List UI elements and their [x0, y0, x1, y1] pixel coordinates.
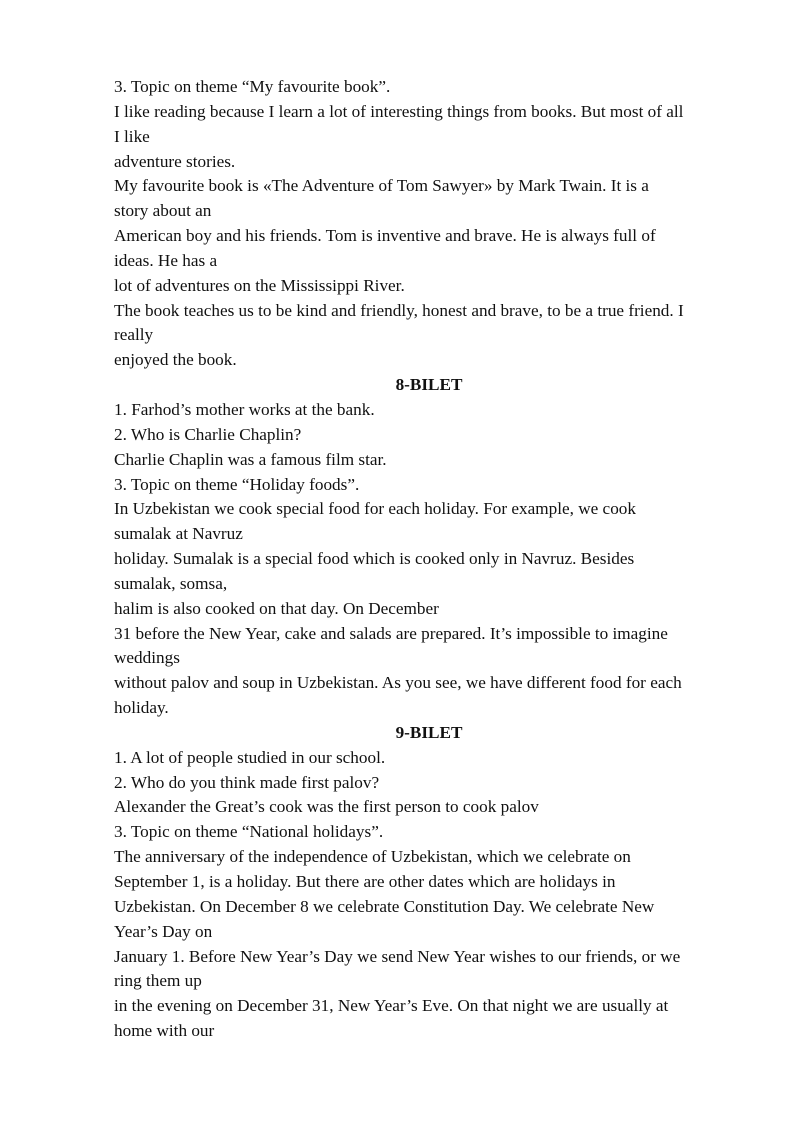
text-line: story about an: [114, 201, 212, 221]
text-line: sumalak at Navruz: [114, 524, 243, 544]
text-line: I like reading because I learn a lot of interesting things from books. But most of all: [114, 101, 684, 121]
text-line: ring them up: [114, 971, 202, 991]
text-line: American boy and his friends. Tom is inventive and brave. He is always full of: [114, 226, 656, 246]
text-line: Alexander the Great’s cook was the first person to cook palov: [114, 797, 539, 817]
text-line: weddings: [114, 648, 180, 668]
text-line: I like: [114, 126, 150, 146]
text-line: Year’s Day on: [114, 921, 213, 941]
text-line: In Uzbekistan we cook special food for each holiday. For example, we cook: [114, 499, 636, 519]
document-page: [114, 75, 744, 1044]
text-line: 2. Who is Charlie Chaplin?: [114, 424, 302, 444]
text-line: 1. Farhod’s mother works at the bank.: [114, 399, 375, 419]
text-line: halim is also cooked on that day. On December: [114, 598, 439, 618]
text-line: in the evening on December 31, New Year’s Eve. On that night we are usually at: [114, 996, 669, 1016]
text-line: ideas. He has a: [114, 250, 218, 270]
section-8-bilet: [114, 398, 744, 721]
text-line: The anniversary of the independence of Uzbekistan, which we celebrate on: [114, 847, 631, 867]
text-line: 3. Topic on theme “My favourite book”.: [114, 77, 391, 96]
text-line: enjoyed the book.: [114, 350, 237, 370]
text-line: The book teaches us to be kind and friendly, honest and brave, to be a true friend. I: [114, 300, 684, 320]
text-line: 3. Topic on theme “Holiday foods”.: [114, 474, 360, 494]
text-line: 31 before the New Year, cake and salads are prepared. It’s impossible to imagine: [114, 623, 668, 643]
text-line: Charlie Chaplin was a famous film star.: [114, 449, 387, 469]
text-line: home with our: [114, 1021, 215, 1041]
section-heading-9-bilet: 9-BILET: [395, 722, 463, 742]
text-line: January 1. Before New Year’s Day we send New Year wishes to our friends, or we: [114, 946, 681, 966]
text-line: Uzbekistan. On December 8 we celebrate Constitution Day. We celebrate New: [114, 896, 655, 916]
text-line: adventure stories.: [114, 151, 236, 171]
text-line: holiday. Sumalak is a special food which is cooked only in Navruz. Besides: [114, 549, 635, 569]
section-9-bilet: [114, 746, 744, 1044]
text-line: 3. Topic on theme “National holidays”.: [114, 822, 384, 842]
text-line: really: [114, 325, 154, 345]
section-heading-8-bilet: 8-BILET: [395, 375, 463, 395]
text-line: sumalak, somsa,: [114, 573, 228, 593]
text-line: September 1, is a holiday. But there are other dates which are holidays in: [114, 872, 616, 891]
section-favourite-book: [114, 75, 744, 373]
text-line: 2. Who do you think made first palov?: [114, 772, 380, 792]
text-line: 1. A lot of people studied in our school.: [114, 747, 386, 767]
text-line: lot of adventures on the Mississippi River.: [114, 275, 405, 295]
text-line: without palov and soup in Uzbekistan. As you see, we have different food for each: [114, 673, 682, 693]
text-line: My favourite book is «The Adventure of Tom Sawyer» by Mark Twain. It is a: [114, 176, 649, 196]
text-line: holiday.: [114, 698, 169, 718]
